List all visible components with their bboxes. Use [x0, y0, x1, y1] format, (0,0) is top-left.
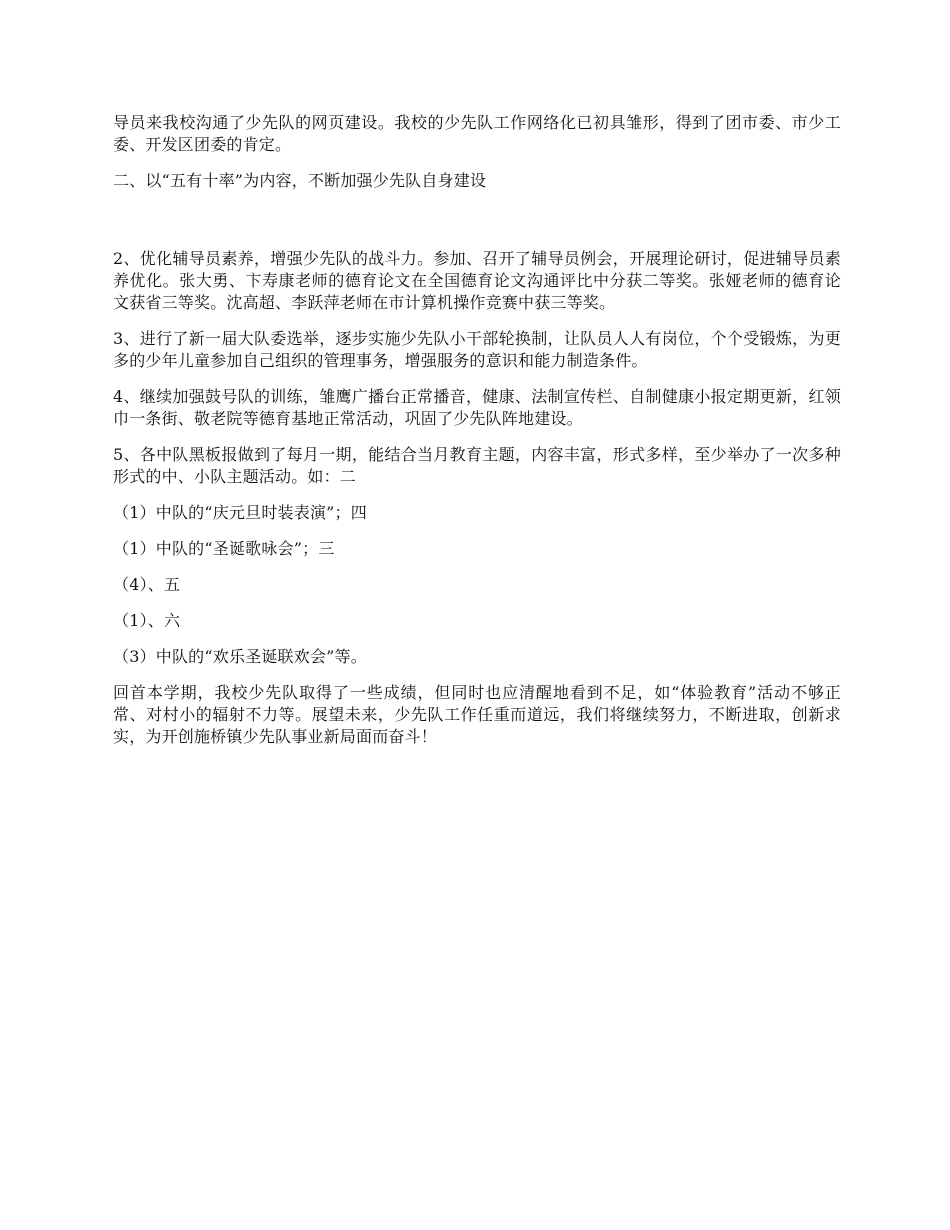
paragraph-item-2: 2、优化辅导员素养，增强少先队的战斗力。参加、召开了辅导员例会，开展理论研讨，促进辅导员素养优化。张大勇、卞寿康老师的德育论文在全国德育论文沟通评比中分获二等奖。张娅老师的德育论文获省三等奖。沈高超、李跃萍老师在市计算机操作竞赛中获三等奖。 [113, 249, 841, 312]
list-item: （3）中队的“欢乐圣诞联欢会”等。 [113, 647, 367, 666]
list-item: （1）中队的“庆元旦时装表演”；四 [113, 503, 367, 522]
list-item: （1）中队的“圣诞歌咏会”；三 [113, 539, 335, 558]
paragraph-item-4: 4、继续加强鼓号队的训练，雏鹰广播台正常播音，健康、法制宣传栏、自制健康小报定期更新，红领巾一条街、敬老院等德育基地正常活动，巩固了少先队阵地建设。 [113, 387, 841, 428]
paragraph-intro: 导员来我校沟通了少先队的网页建设。我校的少先队工作网络化已初具雏形，得到了团市委、市少工委、开发区团委的肯定。 [113, 113, 841, 154]
section-heading: 二、以“五有十率”为内容，不断加强少先队自身建设 [113, 171, 487, 190]
paragraph-item-3: 3、进行了新一届大队委选举，逐步实施少先队小干部轮换制，让队员人人有岗位，个个受锻炼，为更多的少年儿童参加自己组织的管理事务，增强服务的意识和能力制造条件。 [113, 329, 841, 370]
list-item: （4）、五 [113, 575, 181, 594]
list-item: （1）、六 [113, 611, 181, 630]
document-page [113, 112, 841, 762]
paragraph-conclusion: 回首本学期，我校少先队取得了一些成绩，但同时也应清醒地看到不足，如“体验教育”活动不够正常、对村小的辐射不力等。展望未来，少先队工作任重而道远，我们将继续努力，不断进取，创新求实，为开创施桥镇少先队事业新局面而奋斗！ [113, 683, 841, 746]
paragraph-item-5: 5、各中队黑板报做到了每月一期，能结合当月教育主题，内容丰富，形式多样，至少举办了一次多种形式的中、小队主题活动。如：二 [113, 445, 841, 486]
